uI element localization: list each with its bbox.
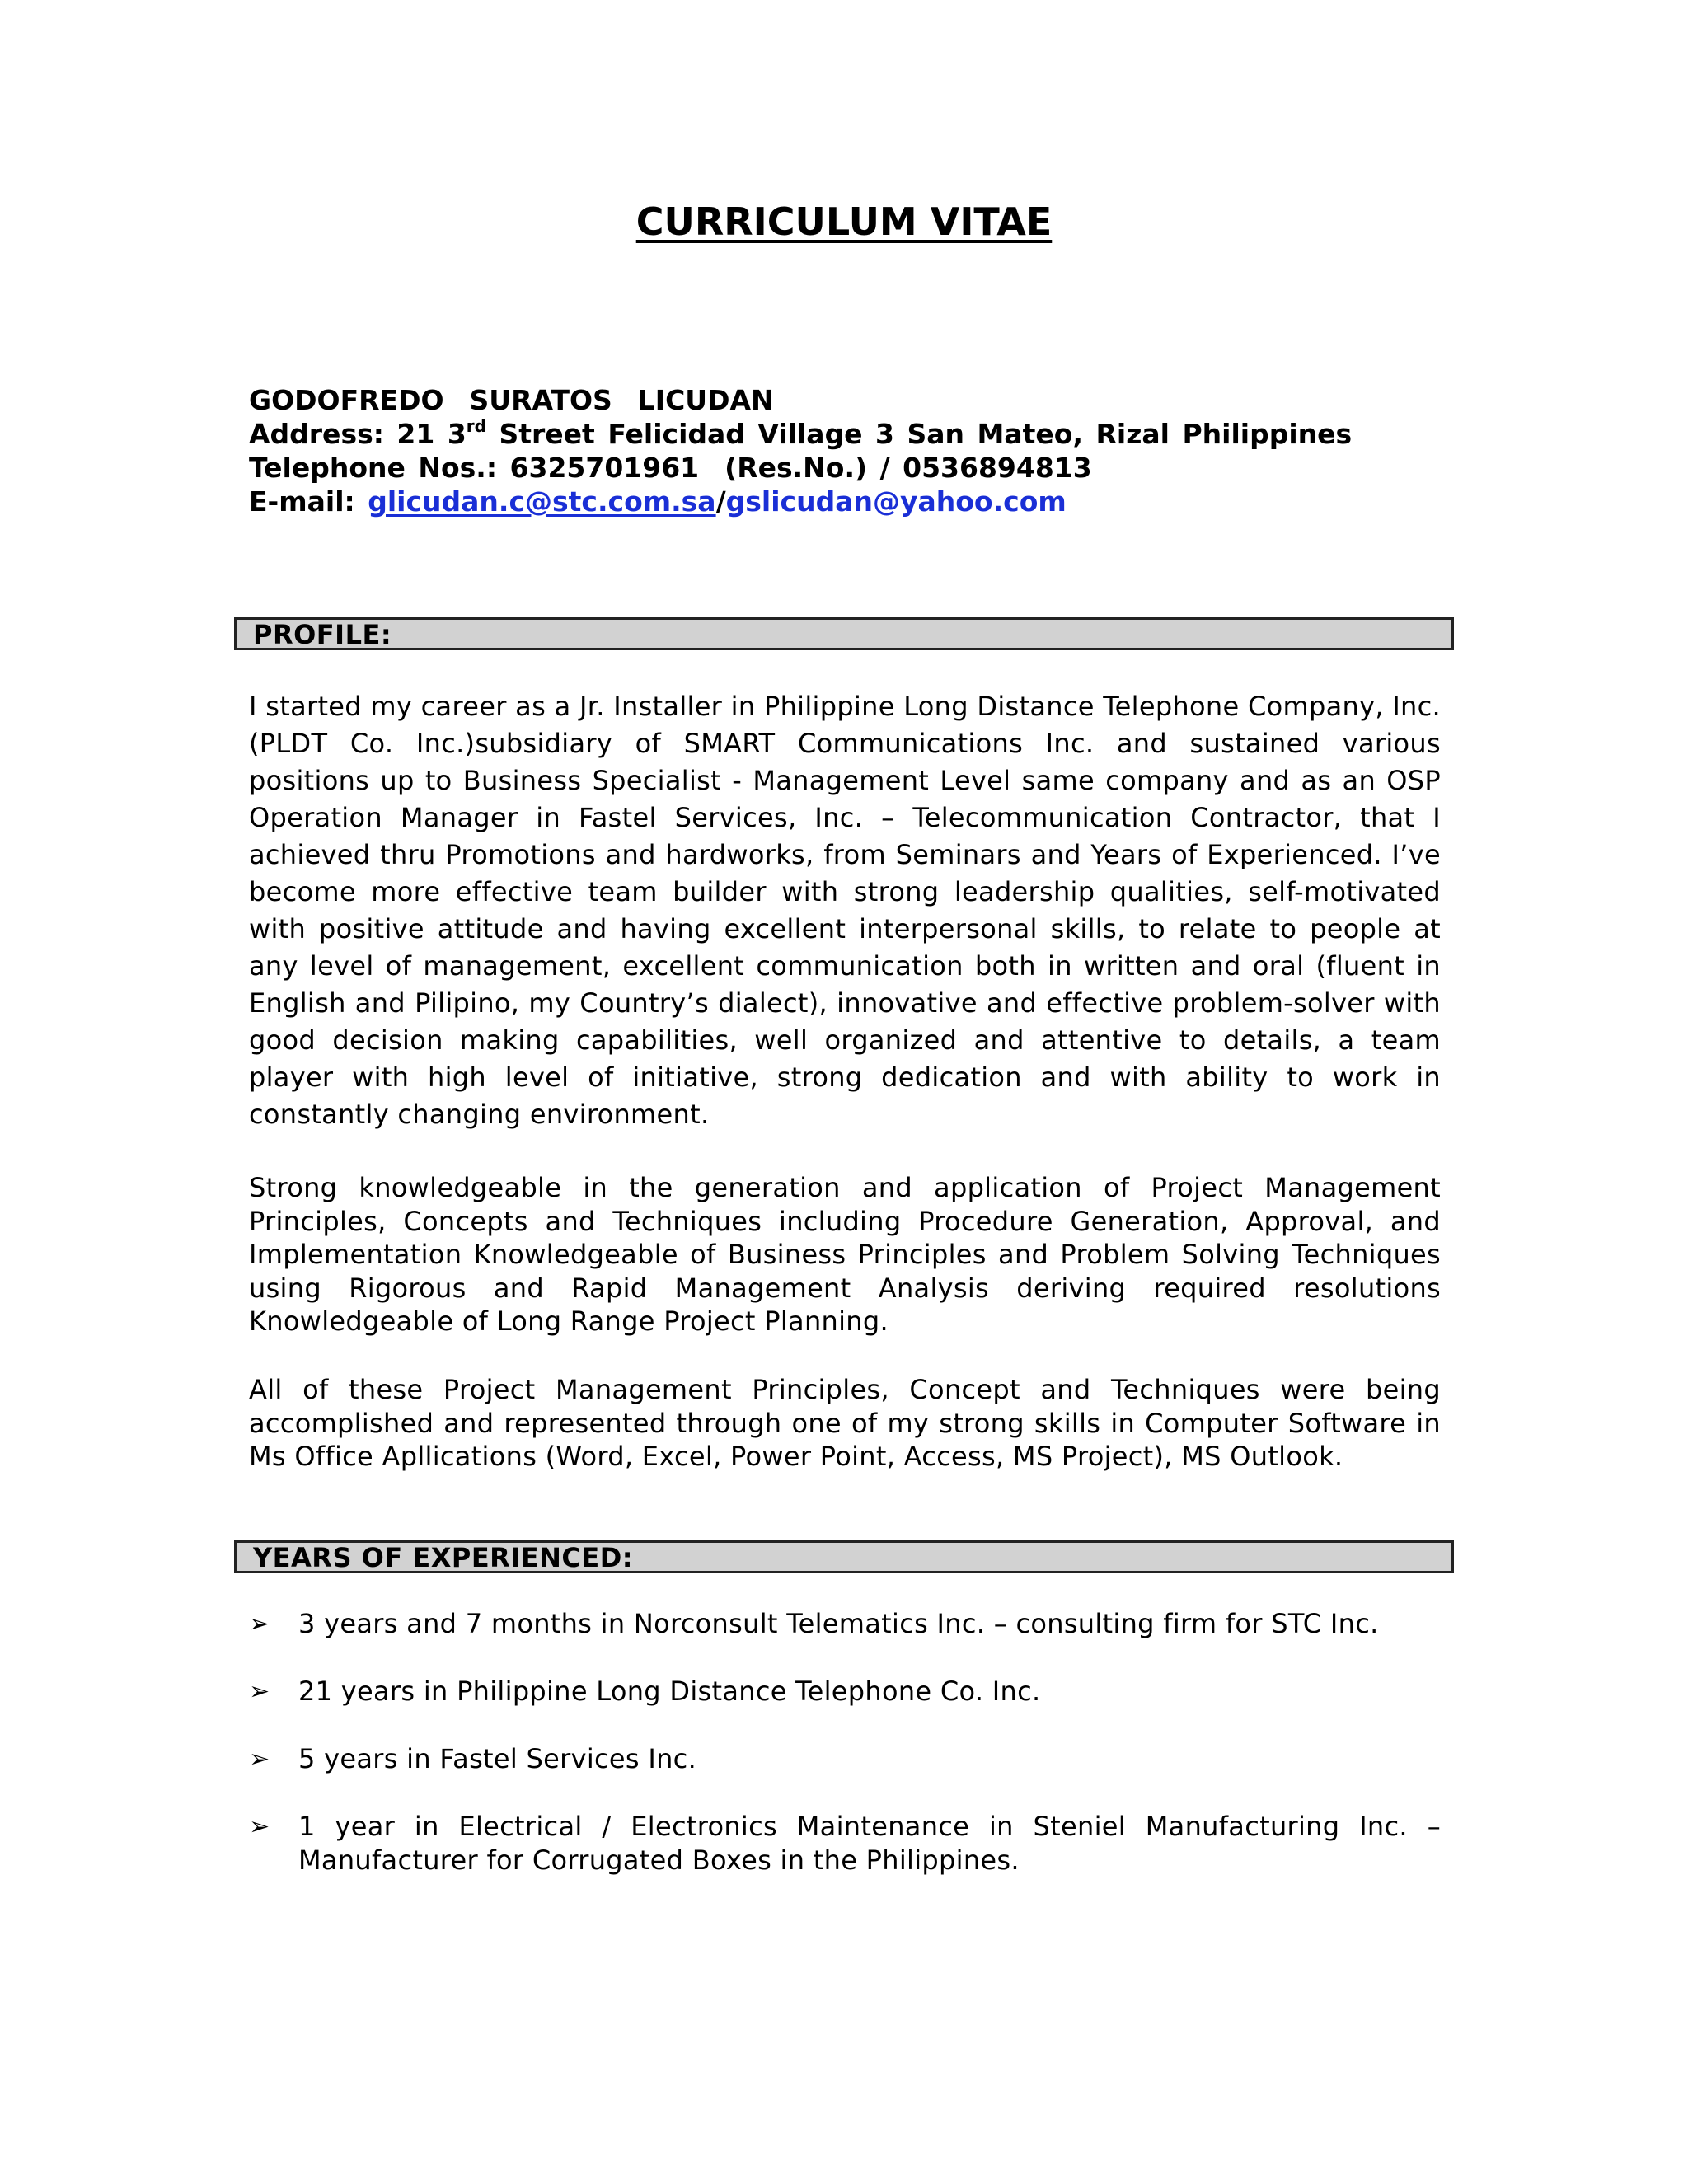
address-line [249,417,1452,451]
contact-block [249,383,1452,518]
telephone-label: Telephone Nos.: [249,452,498,484]
arrow-bullet-icon: ➢ [249,1610,270,1638]
page-title [0,196,1688,247]
email-separator: / [715,485,726,518]
profile-paragraph-1: I started my career as a Jr. Installer in Philippine Long Distance Telephone Company, Inc. (PLDT Co. Inc.)subsidiary of SMART Communications Inc. and sustained various positions up to Business Specialist - Management Level same company and as an OSP Operation Manager in Fastel Services, Inc. – Telecommunication Contractor, that I achieved thru Promotions and hardworks, from Seminars and Years of Experienced. I’ve become more effective team builder with strong leadership qualities, self-motivated with positive attitude and having excellent interpersonal skills, to relate to people at any level of management, excellent communication both in written and oral (fluent in English and Pilipino, my Country’s dialect), innovative and effective problem-solver with good decision making capabilities, well organized and attentive to details, a team player with high level of initiative, strong dedication and with ability to work in constantly changing environment. [249,691,1441,1130]
list-item-text: 21 years in Philippine Long Distance Telephone Co. Inc. [298,1675,1041,1707]
email-label: E-mail: [249,485,355,518]
profile-paragraph-3: All of these Project Management Principles, Concept and Techniques were being accomplished and represented through one of my strong skills in Computer Software in Ms Office Apllications (Word, Excel, Power Point, Access, MS Project), MS Outlook. [249,1374,1441,1472]
experience-section-header: YEARS OF EXPERIENCED: [234,1540,1454,1573]
arrow-bullet-icon: ➢ [249,1745,270,1774]
telephone-line [249,451,1452,485]
profile-section-header: PROFILE: [234,617,1454,650]
list-item-text: 1 year in Electrical / Electronics Maintenance in Steniel Manufacturing Inc. – Manufacturer for Corrugated Boxes in the Philippines. [298,1811,1441,1876]
list-item-text: 3 years and 7 months in Norconsult Telematics Inc. – consulting firm for STC Inc. [298,1608,1379,1639]
list-item-text: 5 years in Fastel Services Inc. [298,1743,697,1774]
page-title-text: CURRICULUM VITAE [635,199,1053,244]
arrow-bullet-icon: ➢ [249,1677,270,1706]
email-link-secondary[interactable]: gslicudan@yahoo.com [725,485,1067,518]
email-link-primary[interactable]: glicudan.c@stc.com.sa [368,485,716,518]
profile-paragraph-2: Strong knowledgeable in the generation and application of Project Management Principles, Concepts and Techniques including Procedure Generation, Approval, and Implementation Knowledgeable of Business Principles and Problem Solving Techniques using Rigorous and Rapid Management Analysis deriving required resolutions Knowledgeable of Long Range Project Planning. [249,1172,1441,1337]
address-ordinal: rd [466,416,486,436]
address-number: 21 3 [396,418,467,450]
address-label: Address: [249,418,384,450]
email-line [249,485,1452,518]
applicant-name: GODOFREDO SURATOS LICUDAN [249,384,774,416]
arrow-bullet-icon: ➢ [249,1812,270,1841]
address-street: Street Felicidad Village 3 San Mateo, Rizal Philippines [485,418,1353,450]
telephone-value: 6325701961 (Res.No.) / 0536894813 [509,452,1092,484]
